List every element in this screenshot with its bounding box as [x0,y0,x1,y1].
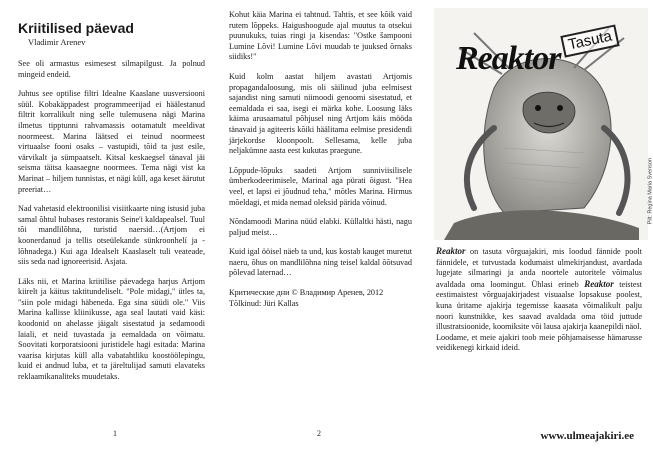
intro-paragraph: Loodame, et meie ajakiri toob meie põhjamaisesse hämarusse veidikenegi kirkaid ideid. [436,332,642,353]
page-2 [215,0,420,458]
translator-line: Tõlkinud: Jüri Kallas [229,298,299,308]
paragraph: Lõppude-lõpuks saadeti Artjom sunniviisilisele ümberkodeerimisele, Marinal aga pürati õigust. "Hea veel, et lapsi ei jõudnud teha," mõtles Marina. Hirmus mõeldagi, et mida nemad oleksid pärida võinud. [229,165,412,207]
intro-text: teistest eestimaistest võrguajakirjadest visuaalse lopsakuse poolest, kuna üritame ajakirja tegemisse kaasata võimalikult palju noori kunstnikke, kes saavad avaldada oma töid juttude illustratsioonide, koomiksite või lausa ajakirja kaanepildi näol. [436,279,642,332]
brand-name: Reaktor [436,246,466,256]
paragraph: Nad vahetasid elektroonilisi visiitkaarte ning istusid juba samal õhtul hubases restoranis Seine'i kaldapealsel. Tuul tõi mandlilõhna, turistid naersid…(Artjom ei koonerdanud ja tellis otseülekande sünkroonhelí ja -lõhnadega.) Kui aga Idealselt Kaaslaselt tuli veateade, siis seda nad ignoreerisid. Asjata. [18,204,205,267]
paragraph: Nõndamoodi Marina nüüd elabki. Küllaltki hästi, nagu paljud meist… [229,217,412,237]
website-url[interactable]: www.ulmeajakiri.ee [540,430,634,442]
intro-text: on tasuta võrguajakiri, mis loodud fännide poolt fännidele, et tutvustada kodumaist ulmekirjandust, avardada lugejate silmaringi ja anda noortele autoritele võimalus avaldada oma loomingut. Ühlasi erineb [436,247,642,289]
free-badge: Tasuta [560,24,620,57]
page-number: 2 [317,429,321,438]
intro-paragraph [436,246,642,333]
paragraph: Juhtus see optilise filtri Idealne Kaaslane uusversiooni süül. Kobakäppadest programmeerijad ei häälestanud filtrit korralikult ning selle tulemusena nägi Marina ilmetus tipptunni rahvamassis ootamatult meeldivat noormeest. Marina läätsed ei teinud noormeest virtuaalse fooni osaks – vastupidi, tõid ta just esile, värvikalt ja sümpaatselt. Kitsal keskaegsel tänaval jäi seisma täitsa kaasaegne noormees. Tema nägi vist ka Marinat – hiljem tunnistas, et nägi küll, aga keset äärutut preeriat… [18,89,205,194]
paragraph: Läks nii, et Marina kriitilise päevadega harjus Artjom kiirelt ja käitus taktitundeliselt. "Pole midagi," ütles ta, "siin pole midagi häbeneda. Ega sina süüdi ole." Viis Marina kallisse kliinikusse, aga seal lautati vaid käsi: koodonid on ahelasse jäigalt sisestatud ja sedamoodi laiali, et neid tuvastada ja eemaldada on võimatu. Soovitati korporatsiooni juristidele hagi esitada: Marina vaarisa kirjutas küll alla vabatahtliku koostöölepingu, kuid ei andnud luba, et ta järeltulijad samuti elavateks reklaamikanaliteks muudetaks. [18,276,205,382]
paragraph: Kuid kolm aastat hiljem avastati Artjomis propagandaloosung, mis oli säilinud juba eelmisest sajandist ning samuti niimoodi genoomi sisestatud, et eemaldada ei saa, isegi ei märka kohe. Loosung läks käima arusaamatul põhjusel ning Artjom käis mööda tänavaid ja agiteeris kõiki häälitama eelmise presidendi järjekordse kloonpoolt. Sellesama, kelle juba neljakümne aasta eest kukutas praegune. [229,71,412,156]
page-number: 1 [113,429,117,438]
paragraph: Kohut käia Marina ei tahtnud. Tahtis, et see kõik vaid rutem lõppeks. Haigushoogude ajal muutus ta otsekui puunukuks, tuias ringi ja kisendas: "Ostke šampooni Lumine Lõvi! Lumine Lõvi muudab te juuksed õrnaks siidiks!" [229,10,412,62]
cover-illustration [434,8,653,240]
copyright-line: Критические дни © Владимир Аренев, 2012 [229,288,384,298]
illustration-credit: Pilt: Regina Maria Svenson [647,158,653,225]
magazine-logo: Reaktor [456,40,561,77]
story-title: Kriitilised päevad [18,20,134,36]
magazine-intro [432,246,642,354]
page-1 [0,0,215,458]
paragraph: See oli armastus esimesest silmapilgust. Ja polnud mingeid endeid. [18,59,205,79]
brand-name: Reaktor [584,278,614,289]
paragraph: Kuid igal ööisel näeb ta und, kus kostab kauget muretut naeru, õhus on mandlilõhna ning teisel kaldal õõtsuvad põlevad laternad… [229,247,412,278]
page-1-body [18,59,205,383]
story-author: Vladimir Arenev [28,37,86,47]
page-3 [420,0,653,458]
